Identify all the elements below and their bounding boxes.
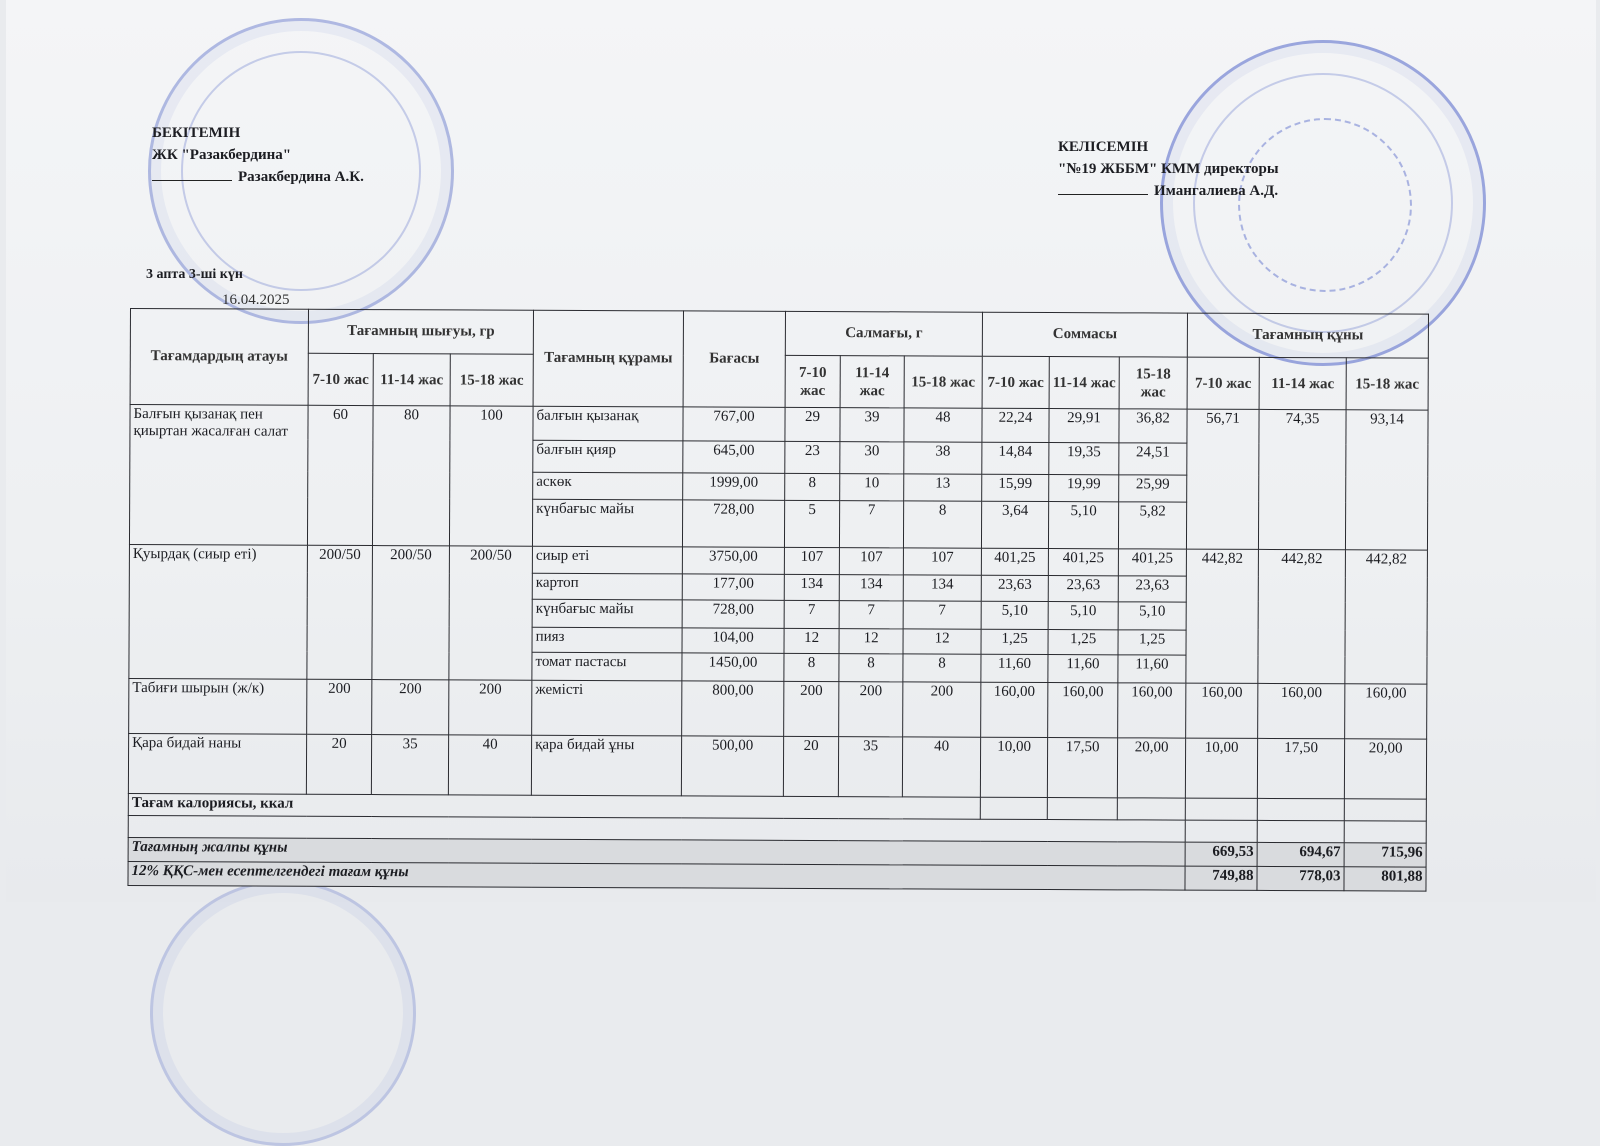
ingredient-weight: 107 (903, 547, 981, 575)
dish-output: 80 (372, 406, 450, 546)
ingredient-amount: 23,63 (1048, 576, 1118, 602)
ingredient-amount: 5,10 (1048, 601, 1118, 629)
age-header: 15-18 жас (1346, 358, 1428, 410)
dish-cost: 74,35 (1258, 409, 1346, 549)
ingredient-amount: 23,63 (981, 576, 1048, 602)
ingredient-amount: 22,24 (982, 408, 1049, 442)
vat-total-value: 778,03 (1257, 866, 1344, 890)
agreement-org: "№19 ЖББМ" КММ директоры (1058, 161, 1279, 177)
ingredient-name: картоп (532, 574, 682, 600)
age-header: 11-14 жас (373, 354, 450, 406)
header-cost: Тағамның құны (1187, 313, 1428, 358)
dish-cost: 442,82 (1345, 549, 1428, 684)
ingredient-price: 500,00 (681, 736, 783, 796)
dish-name: Қуырдақ (сиыр еті) (129, 544, 308, 679)
empty-cell (1344, 821, 1426, 843)
round-stamp-bottom (150, 880, 416, 1146)
ingredient-weight: 12 (903, 628, 981, 654)
ingredient-amount: 14,84 (982, 442, 1049, 474)
ingredient-amount: 401,25 (1048, 548, 1118, 576)
ingredient-weight: 8 (839, 654, 903, 682)
dish-output: 200 (372, 679, 449, 735)
dish-cost: 442,82 (1258, 549, 1346, 684)
ingredient-name: қара бидай ұны (531, 735, 681, 795)
vat-total-value: 749,88 (1185, 866, 1257, 890)
dish-cost: 10,00 (1185, 738, 1257, 798)
empty-cell (980, 797, 1047, 819)
table-row (129, 678, 1427, 739)
total-value: 694,67 (1257, 842, 1344, 866)
dish-name: Балғын қызанақ пен қиыртан жасалған салат (129, 405, 308, 545)
agreement-name: Имангалиева А.Д. (1154, 183, 1279, 199)
ingredient-price: 800,00 (682, 681, 784, 737)
ingredient-weight: 5 (784, 500, 839, 547)
ingredient-name: күнбағыс майы (532, 599, 682, 627)
header-price: Бағасы (683, 311, 785, 407)
dish-output: 60 (307, 405, 373, 545)
dish-output: 200/50 (372, 545, 450, 680)
ingredient-weight: 8 (785, 473, 840, 500)
ingredient-price: 767,00 (683, 407, 785, 442)
empty-cell (1257, 820, 1344, 842)
ingredient-weight: 107 (784, 547, 839, 575)
dish-cost: 160,00 (1258, 683, 1345, 739)
ingredient-amount: 5,10 (1118, 602, 1186, 630)
age-header: 7-10 жас (308, 353, 373, 405)
approval-org: ЖК "Разакбердина" (152, 147, 292, 163)
dish-cost: 160,00 (1345, 684, 1427, 740)
ingredient-price: 3750,00 (682, 547, 784, 575)
ingredient-weight: 200 (839, 681, 903, 737)
ingredient-amount: 160,00 (1118, 683, 1186, 739)
dish-output: 200 (307, 679, 372, 735)
ingredient-amount: 19,35 (1049, 443, 1119, 475)
ingredient-amount: 36,82 (1119, 409, 1187, 443)
empty-cell (1257, 798, 1344, 820)
age-header: 11-14 жас (1049, 357, 1119, 409)
empty-cell (1185, 798, 1257, 820)
empty-cell (1117, 798, 1185, 820)
ingredient-price: 645,00 (683, 441, 785, 473)
ingredient-name: сиыр еті (532, 546, 682, 574)
dish-name: Қара бидай наны (128, 734, 306, 795)
ingredient-amount: 3,64 (981, 501, 1048, 548)
ingredient-weight: 7 (839, 500, 903, 547)
ingredient-name: томат пастасы (532, 652, 682, 680)
ingredient-amount: 1,25 (981, 629, 1048, 655)
total-value: 715,96 (1344, 843, 1426, 867)
ingredient-weight: 10 (840, 474, 904, 501)
ingredient-name: аскөк (533, 472, 683, 499)
approval-name: Разакбердина А.К. (238, 169, 364, 185)
ingredient-amount: 15,99 (982, 474, 1049, 501)
dish-cost: 17,50 (1257, 739, 1344, 799)
ingredient-name: балғын қызанақ (533, 406, 683, 441)
ingredient-weight: 107 (839, 547, 903, 575)
agreement-title: КЕЛІСЕМІН (1058, 139, 1149, 155)
age-header: 15-18 жас (904, 356, 982, 408)
ingredient-weight: 7 (903, 601, 981, 629)
ingredient-weight: 8 (903, 501, 981, 548)
dish-output: 200 (449, 680, 532, 736)
signature-line (1058, 194, 1148, 195)
dish-cost: 93,14 (1345, 410, 1428, 550)
signature-line (152, 180, 232, 181)
ingredient-amount: 401,25 (1118, 548, 1186, 576)
ingredient-weight: 23 (785, 441, 840, 473)
table-row (129, 544, 1427, 577)
ingredient-weight: 35 (838, 737, 902, 797)
ingredient-weight: 30 (840, 442, 904, 474)
dish-output: 200/50 (449, 545, 533, 680)
dish-output: 20 (306, 735, 371, 795)
ingredient-price: 177,00 (682, 574, 784, 600)
ingredient-weight: 134 (784, 575, 839, 601)
dish-output: 100 (449, 406, 533, 546)
ingredient-amount: 11,60 (1118, 655, 1186, 683)
ingredient-amount: 29,91 (1049, 409, 1119, 443)
age-header: 15-18 жас (1119, 357, 1187, 409)
table-row (130, 405, 1428, 445)
vat-total-value: 801,88 (1344, 867, 1426, 891)
ingredient-weight: 8 (784, 653, 839, 681)
age-header: 7-10 жас (1187, 357, 1259, 409)
ingredient-amount: 5,10 (1048, 501, 1118, 548)
ingredient-price: 1999,00 (683, 473, 785, 500)
ingredient-amount: 11,60 (981, 654, 1048, 682)
total-value: 669,53 (1185, 842, 1257, 866)
ingredient-amount: 160,00 (981, 682, 1048, 738)
vat-total-label: 12% ҚҚС-мен есептелгендегі тағам құны (128, 861, 1185, 890)
dish-output: 35 (371, 735, 448, 795)
dish-name: Табиғи шырын (ж/к) (129, 678, 307, 734)
approval-block (152, 122, 364, 188)
ingredient-weight: 7 (784, 600, 839, 628)
table-row (128, 734, 1426, 799)
ingredient-amount: 1,25 (1048, 629, 1118, 655)
ingredient-amount: 19,99 (1049, 475, 1119, 502)
ingredient-price: 728,00 (682, 600, 784, 628)
dish-output: 200/50 (307, 545, 373, 680)
ingredient-amount: 11,60 (1048, 655, 1118, 683)
age-header: 7-10 жас (785, 355, 840, 407)
menu-day: 3 апта 3-ші күн (146, 267, 243, 282)
ingredient-amount: 1,25 (1118, 629, 1186, 655)
age-header: 15-18 жас (450, 354, 533, 406)
ingredient-name: балғын қияр (533, 440, 683, 473)
ingredient-amount: 5,82 (1118, 502, 1186, 549)
ingredient-weight: 20 (783, 737, 838, 797)
ingredient-amount: 23,63 (1118, 576, 1186, 602)
header-weight: Салмағы, г (785, 311, 982, 356)
ingredient-weight: 7 (839, 600, 903, 628)
age-header: 7-10 жас (982, 356, 1049, 408)
dish-output: 40 (448, 735, 531, 795)
dish-cost: 442,82 (1186, 549, 1259, 684)
ingredient-weight: 38 (904, 442, 982, 474)
ingredient-weight: 12 (839, 628, 903, 654)
ingredient-weight: 200 (784, 681, 839, 737)
calories-label: Тағам калориясы, ккал (128, 793, 980, 819)
ingredient-weight: 8 (903, 654, 981, 682)
ingredient-weight: 134 (903, 575, 981, 601)
ingredient-name: жемісті (532, 680, 682, 736)
ingredient-amount: 5,10 (981, 601, 1048, 629)
approval-title: БЕКІТЕМІН (152, 125, 241, 141)
ingredient-weight: 200 (903, 682, 981, 738)
empty-cell (1344, 799, 1426, 821)
dish-cost: 20,00 (1344, 739, 1426, 799)
ingredient-price: 104,00 (682, 627, 784, 653)
age-header: 11-14 жас (840, 356, 904, 408)
dish-cost: 160,00 (1186, 683, 1258, 739)
ingredient-price: 728,00 (682, 500, 784, 547)
ingredient-weight: 13 (904, 474, 982, 501)
ingredient-amount: 10,00 (980, 737, 1047, 797)
empty-cell (1185, 820, 1257, 842)
ingredient-name: күнбағыс майы (532, 499, 682, 547)
ingredient-weight: 134 (839, 575, 903, 601)
total-label: Тағамның жалпы құны (128, 837, 1185, 866)
ingredient-weight: 29 (785, 407, 840, 441)
header-output: Тағамның шығуы, гр (308, 309, 533, 354)
header-amount: Соммасы (982, 312, 1187, 357)
menu-date: 16.04.2025 (222, 292, 290, 308)
header-composition: Тағамның құрамы (533, 310, 683, 407)
ingredient-amount: 160,00 (1048, 682, 1118, 738)
ingredient-amount: 17,50 (1047, 738, 1117, 798)
header-dish: Тағамдардың атауы (130, 309, 308, 406)
ingredient-weight: 48 (904, 408, 982, 442)
ingredient-weight: 12 (784, 628, 839, 654)
ingredient-weight: 39 (840, 408, 904, 442)
age-header: 11-14 жас (1259, 357, 1346, 409)
dish-cost: 56,71 (1186, 409, 1259, 549)
ingredient-amount: 25,99 (1119, 475, 1187, 502)
ingredient-price: 1450,00 (682, 653, 784, 681)
ingredient-name: пияз (532, 627, 682, 653)
ingredient-amount: 401,25 (981, 548, 1048, 576)
ingredient-amount: 24,51 (1119, 443, 1187, 475)
menu-body (128, 405, 1428, 800)
ingredient-amount: 20,00 (1117, 738, 1185, 798)
empty-cell (1047, 798, 1117, 820)
menu-table (127, 308, 1429, 892)
ingredient-weight: 40 (902, 737, 980, 797)
agreement-block (1058, 136, 1279, 202)
